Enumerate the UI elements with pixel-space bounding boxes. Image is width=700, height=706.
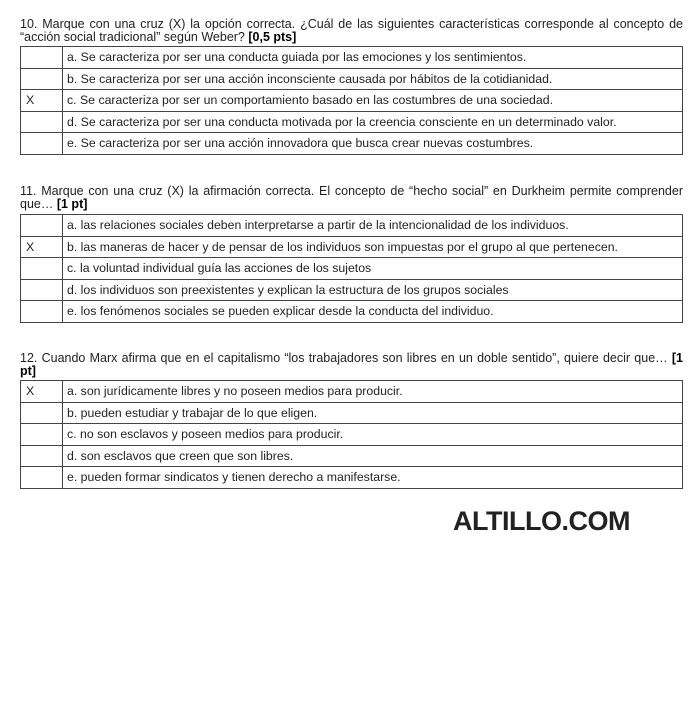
option-mark-cell[interactable] xyxy=(21,215,63,237)
option-mark-cell[interactable] xyxy=(21,301,63,323)
option-text: b. Se caracteriza por ser una acción inconsciente causada por hábitos de la cotidianidad. xyxy=(63,68,683,90)
altillo-logo: ALTILLO.COM xyxy=(453,506,630,536)
option-mark-cell[interactable] xyxy=(21,258,63,280)
question-11-prompt xyxy=(20,185,683,210)
question-11-options-table xyxy=(20,214,683,323)
option-mark-cell[interactable]: X xyxy=(21,90,63,112)
option-text: e. Se caracteriza por ser una acción innovadora que busca crear nuevas costumbres. xyxy=(63,133,683,155)
option-row xyxy=(21,467,683,489)
question-points: [0,5 pts] xyxy=(248,29,297,44)
option-text: d. son esclavos que creen que son libres. xyxy=(63,445,683,467)
option-mark-cell[interactable] xyxy=(21,111,63,133)
question-10-prompt xyxy=(20,18,683,43)
option-text: a. Se caracteriza por ser una conducta guiada por las emociones y los sentimientos. xyxy=(63,47,683,69)
option-text: c. la voluntad individual guía las acciones de los sujetos xyxy=(63,258,683,280)
option-mark-cell[interactable] xyxy=(21,133,63,155)
option-mark-cell[interactable] xyxy=(21,68,63,90)
question-points: [1 pt] xyxy=(20,351,683,378)
question-12-prompt xyxy=(20,352,683,377)
option-mark-cell[interactable] xyxy=(21,279,63,301)
option-mark-cell[interactable] xyxy=(21,424,63,446)
option-mark-cell[interactable] xyxy=(21,47,63,69)
option-row xyxy=(21,111,683,133)
option-text: b. las maneras de hacer y de pensar de los individuos son impuestas por el grupo al que pertenecen. xyxy=(63,236,683,258)
option-text: b. pueden estudiar y trabajar de lo que eligen. xyxy=(63,402,683,424)
option-row xyxy=(21,133,683,155)
question-10-options-table xyxy=(20,46,683,155)
option-mark-cell[interactable] xyxy=(21,467,63,489)
option-row xyxy=(21,47,683,69)
option-mark-cell[interactable]: X xyxy=(21,381,63,403)
option-text: d. Se caracteriza por ser una conducta motivada por la creencia consciente en un determinado valor. xyxy=(63,111,683,133)
option-mark-cell[interactable] xyxy=(21,402,63,424)
option-row xyxy=(21,424,683,446)
question-text: 10. Marque con una cruz (X) la opción correcta. ¿Cuál de las siguientes características corresponde al concepto de “acción social tradicional” según Weber? xyxy=(20,17,683,44)
option-row xyxy=(21,90,683,112)
option-mark-cell[interactable]: X xyxy=(21,236,63,258)
option-text: c. no son esclavos y poseen medios para producir. xyxy=(63,424,683,446)
option-text: e. los fenómenos sociales se pueden explicar desde la conducta del individuo. xyxy=(63,301,683,323)
option-row xyxy=(21,402,683,424)
question-text: 11. Marque con una cruz (X) la afirmación correcta. El concepto de “hecho social” en Durkheim permite comprender que… xyxy=(20,184,683,211)
option-row xyxy=(21,301,683,323)
option-row xyxy=(21,381,683,403)
option-row xyxy=(21,279,683,301)
option-mark-cell[interactable] xyxy=(21,445,63,467)
option-row xyxy=(21,258,683,280)
question-12-options-table xyxy=(20,380,683,489)
option-row xyxy=(21,445,683,467)
option-row xyxy=(21,215,683,237)
option-row xyxy=(21,236,683,258)
question-text: 12. Cuando Marx afirma que en el capitalismo “los trabajadores son libres en un doble sentido”, quiere decir que… xyxy=(20,351,668,365)
option-text: a. las relaciones sociales deben interpretarse a partir de la intencionalidad de los individuos. xyxy=(63,215,683,237)
option-text: e. pueden formar sindicatos y tienen derecho a manifestarse. xyxy=(63,467,683,489)
question-points: [1 pt] xyxy=(56,196,88,211)
option-row xyxy=(21,68,683,90)
option-text: a. son jurídicamente libres y no poseen medios para producir. xyxy=(63,381,683,403)
option-text: d. los individuos son preexistentes y explican la estructura de los grupos sociales xyxy=(63,279,683,301)
option-text: c. Se caracteriza por ser un comportamiento basado en las costumbres de una sociedad. xyxy=(63,90,683,112)
